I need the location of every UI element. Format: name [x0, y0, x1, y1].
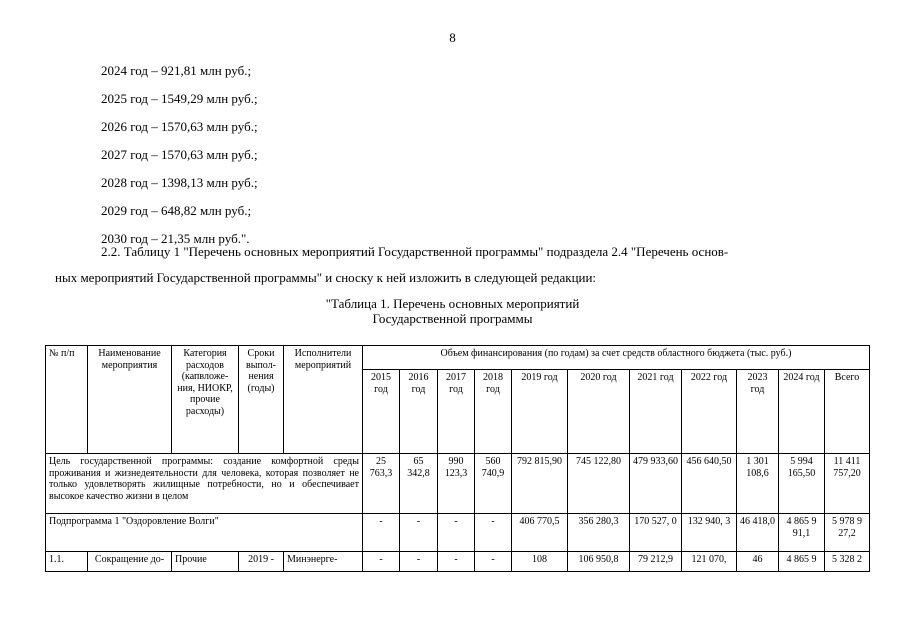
subprogram-value-2023: 46 418,0	[737, 514, 779, 552]
funding-line-2030: 2030 год – 21,35 млн руб.".	[101, 231, 250, 246]
goal-value-total: 11 411 757,20	[825, 454, 870, 514]
item-value-2020: 106 950,8	[568, 552, 630, 572]
header-year-2015: 2015 год	[363, 370, 400, 454]
item-value-2017: -	[438, 552, 475, 572]
header-year-2019: 2019 год	[512, 370, 568, 454]
item-value-2016: -	[400, 552, 438, 572]
item-value-2015: -	[363, 552, 400, 572]
subprogram-value-2016: -	[400, 514, 438, 552]
goal-value-2022: 456 640,50	[682, 454, 737, 514]
subprogram-value-2021: 170 527, 0	[630, 514, 682, 552]
subprogram-value-2018: -	[475, 514, 512, 552]
goal-value-2024: 5 994 165,50	[779, 454, 825, 514]
header-year-2023: 2023 год	[737, 370, 779, 454]
header-num: № п/п	[46, 346, 88, 454]
item-num: 1.1.	[46, 552, 88, 572]
item-executors: Минэнерге-	[284, 552, 363, 572]
header-terms: Сроки выпол-нения (годы)	[239, 346, 284, 454]
item-value-total: 5 328 2	[825, 552, 870, 572]
header-year-2024: 2024 год	[779, 370, 825, 454]
goal-value-2023: 1 301 108,6	[737, 454, 779, 514]
subprogram-value-2017: -	[438, 514, 475, 552]
paragraph-line-1: 2.2. Таблицу 1 "Перечень основных мероприятий Государственной программы" подраздела 2.4 "Перечень основ-	[101, 244, 729, 259]
goal-value-2021: 479 933,60	[630, 454, 682, 514]
paragraph-line-2: ных мероприятий Государственной программы" и сноску к ней изложить в следующей редакции:	[55, 270, 597, 285]
funding-line-2027: 2027 год – 1570,63 млн руб.;	[101, 147, 258, 162]
header-funding: Объем финансирования (по годам) за счет средств областного бюджета (тыс. руб.)	[363, 346, 870, 370]
subprogram-row-text: Подпрограмма 1 "Оздоровление Волги"	[46, 514, 363, 552]
item-value-2021: 79 212,9	[630, 552, 682, 572]
subprogram-value-2024: 4 865 9 91,1	[779, 514, 825, 552]
header-year-2016: 2016 год	[400, 370, 438, 454]
goal-value-2015: 25 763,3	[363, 454, 400, 514]
item-name: Сокращение до-	[88, 552, 172, 572]
funding-line-2024: 2024 год – 921,81 млн руб.;	[101, 63, 252, 78]
item-terms: 2019 -	[239, 552, 284, 572]
goal-value-2018: 560 740,9	[475, 454, 512, 514]
header-year-2020: 2020 год	[568, 370, 630, 454]
funding-line-2026: 2026 год – 1570,63 млн руб.;	[101, 119, 258, 134]
subprogram-value-2022: 132 940, 3	[682, 514, 737, 552]
subprogram-value-2015: -	[363, 514, 400, 552]
subprogram-value-2019: 406 770,5	[512, 514, 568, 552]
header-executors: Исполнители мероприятий	[284, 346, 363, 454]
measures-table	[45, 345, 870, 572]
goal-value-2020: 745 122,80	[568, 454, 630, 514]
goal-value-2016: 65 342,8	[400, 454, 438, 514]
header-name: Наименование мероприятия	[88, 346, 172, 454]
header-year-2017: 2017 год	[438, 370, 475, 454]
page-number: 8	[449, 30, 456, 45]
header-total: Всего	[825, 370, 870, 454]
goal-value-2017: 990 123,3	[438, 454, 475, 514]
item-value-2022: 121 070,	[682, 552, 737, 572]
funding-line-2028: 2028 год – 1398,13 млн руб.;	[101, 175, 258, 190]
goal-row-text: Цель государственной программы: создание комфортной среды проживания и жизнедеятельности для человека, которая позволяет не только удовлетворять жилищные потребности, но и обеспечивает высокое качество жизни в целом	[46, 454, 363, 514]
item-value-2024: 4 865 9	[779, 552, 825, 572]
subprogram-value-2020: 356 280,3	[568, 514, 630, 552]
item-category: Прочие	[172, 552, 239, 572]
item-value-2023: 46	[737, 552, 779, 572]
funding-line-2029: 2029 год – 648,82 млн руб.;	[101, 203, 252, 218]
subprogram-value-total: 5 978 9 27,2	[825, 514, 870, 552]
header-year-2018: 2018 год	[475, 370, 512, 454]
goal-value-2019: 792 815,90	[512, 454, 568, 514]
funding-line-2025: 2025 год – 1549,29 млн руб.;	[101, 91, 258, 106]
header-category: Категория расходов (капвложе-ния, НИОКР, прочие расходы)	[172, 346, 239, 454]
table-caption-line-1: "Таблица 1. Перечень основных мероприятий	[325, 296, 580, 311]
item-value-2019: 108	[512, 552, 568, 572]
table-caption-line-2: Государственной программы	[372, 311, 533, 326]
header-year-2022: 2022 год	[682, 370, 737, 454]
header-year-2021: 2021 год	[630, 370, 682, 454]
item-value-2018: -	[475, 552, 512, 572]
